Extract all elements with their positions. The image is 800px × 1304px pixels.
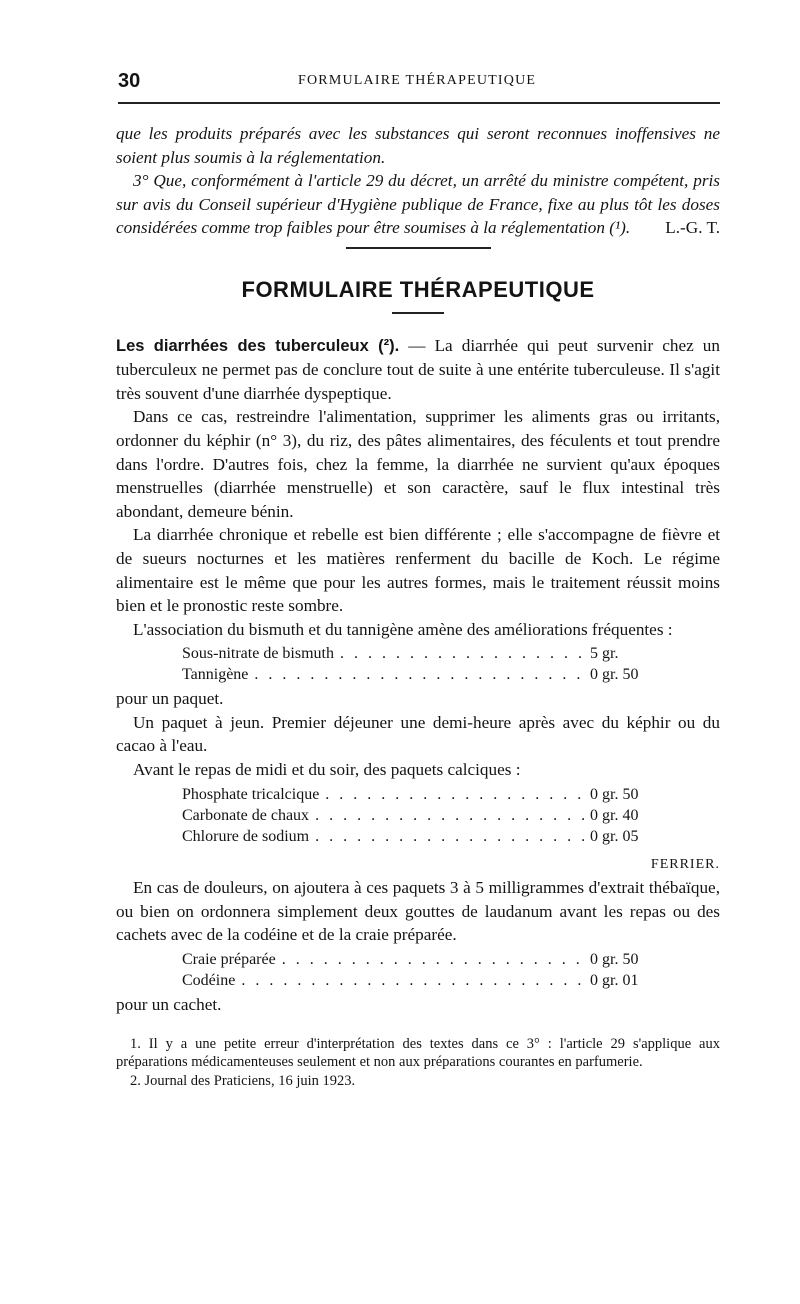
recipe-calcium (182, 784, 652, 847)
article-paragraph-6: Avant le repas de midi et du soir, des paquets calciques : (133, 760, 521, 780)
recipe-row: Codéine . . . 0 gr. 01 (182, 970, 652, 991)
header-rule (118, 102, 720, 104)
separator-rule (346, 247, 491, 249)
author-signature: FERRIER. (650, 856, 720, 872)
running-title: FORMULAIRE THÉRAPEUTIQUE (298, 73, 537, 88)
recipe-row: Chlorure de sodium . . . 0 gr. 05 (182, 826, 652, 847)
intro-paragraph-1: que les produits préparés avec les substances qui seront reconnues inoffensives ne soient plus soumis à la réglementation. (116, 124, 720, 167)
page-header (118, 70, 720, 100)
article-paragraph-3: La diarrhée chronique et rebelle est bien différente ; elle s'accompagne de fièvre et de sueurs nocturnes et les matières renferment du bacille de Koch. Le régime alimentaire est le même que pour les autres formes, mais le traitement réussit moins bien et le pronostic reste sombre. (116, 525, 720, 616)
recipe-bismuth-note: pour un paquet. (116, 689, 224, 709)
article-paragraph-5: Un paquet à jeun. Premier déjeuner une demi-heure après avec du képhir ou du cacao à l'eau. (116, 712, 720, 756)
title-rule (392, 312, 444, 314)
recipe-cachet-note: pour un cachet. (116, 995, 222, 1015)
page-body (116, 122, 720, 1090)
recipe-row: Tannigène . . . 0 gr. 50 (182, 664, 652, 685)
recipe-bismuth (182, 643, 652, 685)
footnote-2: 2. Journal des Praticiens, 16 juin 1923. (130, 1072, 356, 1089)
article-heading: Les diarrhées des tuberculeux (²). (116, 336, 400, 355)
intro-paragraph-2: 3° Que, conformément à l'article 29 du décret, un arrêté du ministre compétent, pris sur avis du Conseil supérieur d'Hygiène publique de France, fixe au plus tôt les doses considérées comme trop faibles pour être soumises à la réglementation (¹). (116, 171, 720, 238)
article-paragraph-7: En cas de douleurs, on ajoutera à ces paquets 3 à 5 milligrammes d'extrait thébaïque, ou bien on ordonnera simplement deux gouttes de laudanum avant les repas ou des cachets avec de la codéine et de la craie préparée. (116, 878, 720, 945)
recipe-row: Phosphate tricalcique . . . 0 gr. 50 (182, 784, 652, 805)
intro-signature: L.-G. T. (665, 218, 720, 238)
article (116, 334, 720, 1017)
page-number: 30 (118, 70, 141, 92)
recipe-cachet (182, 949, 652, 991)
recipe-row: Craie préparée . . . 0 gr. 50 (182, 949, 652, 970)
section-title: FORMULAIRE THÉRAPEUTIQUE (241, 276, 595, 302)
footnote-1: 1. Il y a une petite erreur d'interprétation des textes dans ce 3° : l'article 29 s'applique aux préparations médicamenteuses seulement et non aux préparations courantes en parfumerie. (116, 1035, 720, 1071)
recipe-row: Sous-nitrate de bismuth . . . 5 gr. (182, 643, 652, 664)
recipe-row: Carbonate de chaux . . . 0 gr. 40 (182, 805, 652, 826)
article-paragraph-2: Dans ce cas, restreindre l'alimentation, supprimer les aliments gras ou irritants, ordonner du képhir (n° 3), du riz, des pâtes alimentaires, des féculents et tout prendre dans l'ordre. D'autres fois, chez la femme, la diarrhée ne survient qu'aux époques menstruelles (diarrhée menstruelle) et son caractère, sauf le flux intestinal très abondant, demeure bénin. (116, 407, 720, 521)
article-paragraph-4: L'association du bismuth et du tannigène amène des améliorations fréquentes : (133, 619, 673, 639)
footnotes (116, 1035, 720, 1091)
article-paragraph-1: Les diarrhées des tuberculeux (²). — La diarrhée qui peut survenir chez un tuberculeux ne permet pas de conclure tout de suite à une entérite tuberculeuse. Il s'agit très souvent d'une diarrhée dyspeptique. (116, 335, 720, 403)
